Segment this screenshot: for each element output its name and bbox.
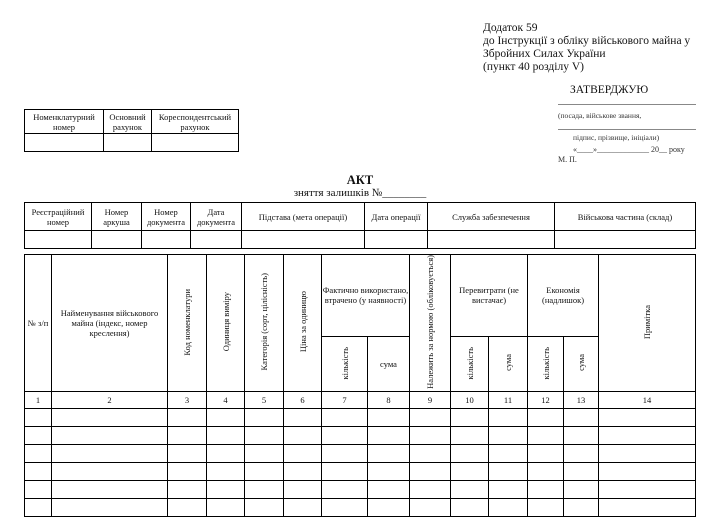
accounts-cell[interactable] (152, 134, 239, 152)
register-cell[interactable] (428, 231, 555, 249)
approve-title: ЗАТВЕРДЖУЮ (570, 84, 649, 96)
table-cell[interactable] (245, 498, 284, 516)
table-cell[interactable] (168, 462, 207, 480)
column-number: 13 (564, 391, 599, 408)
act-title: АКТ (346, 173, 374, 187)
table-cell[interactable] (207, 444, 245, 462)
table-cell[interactable] (368, 408, 410, 426)
table-cell[interactable] (564, 426, 599, 444)
sum-label: сума (576, 354, 587, 372)
table-row (25, 408, 696, 426)
appendix-line: до Інструкції з обліку військового майна у (483, 35, 691, 47)
register-table (24, 202, 696, 249)
qty-header (528, 336, 564, 391)
group-econ-header: Економія (надлишок) (528, 255, 599, 337)
table-cell[interactable] (451, 426, 489, 444)
table-cell[interactable] (599, 426, 696, 444)
table-cell[interactable] (322, 498, 368, 516)
table-cell[interactable] (245, 480, 284, 498)
table-cell[interactable] (489, 480, 528, 498)
table-cell[interactable] (368, 462, 410, 480)
qty-label: кількість (464, 346, 475, 380)
table-cell[interactable] (528, 426, 564, 444)
act-subtitle: зняття залишків №________ (293, 187, 427, 199)
col-note-header (599, 255, 696, 392)
column-number: 1 (25, 391, 52, 408)
table-cell[interactable] (451, 498, 489, 516)
table-cell[interactable] (528, 408, 564, 426)
table-cell[interactable] (599, 444, 696, 462)
column-number: 3 (168, 391, 207, 408)
col-norm-header (410, 255, 451, 392)
register-cell[interactable] (142, 231, 191, 249)
table-cell[interactable] (25, 426, 52, 444)
table-cell[interactable] (489, 462, 528, 480)
signature-line (558, 129, 696, 130)
table-cell[interactable] (25, 480, 52, 498)
table-cell[interactable] (207, 408, 245, 426)
table-cell[interactable] (284, 408, 322, 426)
column-number: 10 (451, 391, 489, 408)
table-cell[interactable] (245, 462, 284, 480)
table-cell[interactable] (599, 462, 696, 480)
table-cell[interactable] (410, 462, 451, 480)
accounts-cell[interactable] (25, 134, 104, 152)
table-cell[interactable] (410, 408, 451, 426)
main-table (24, 254, 696, 517)
table-cell[interactable] (564, 480, 599, 498)
table-cell[interactable] (489, 498, 528, 516)
date-line: «____»_____________ 20__ року (573, 145, 685, 154)
table-cell[interactable] (322, 462, 368, 480)
table-cell[interactable] (207, 480, 245, 498)
col-code-label: Код номенклатури (182, 288, 192, 356)
table-cell[interactable] (322, 444, 368, 462)
table-cell[interactable] (245, 444, 284, 462)
register-header: Реєстраційний номер (25, 203, 92, 231)
table-cell[interactable] (528, 480, 564, 498)
register-cell[interactable] (555, 231, 696, 249)
accounts-cell[interactable] (104, 134, 152, 152)
table-row (25, 444, 696, 462)
column-number-row (25, 391, 696, 408)
register-header: Дата операції (365, 203, 428, 231)
position-hint: (посада, військове звання, (558, 111, 642, 120)
column-number: 4 (207, 391, 245, 408)
col-price-header (284, 255, 322, 392)
qty-header (451, 336, 489, 391)
table-cell[interactable] (52, 444, 168, 462)
accounts-header: Номенклатурний номер (25, 110, 104, 134)
table-row (25, 480, 696, 498)
table-cell[interactable] (245, 408, 284, 426)
col-note-label: Примітка (642, 304, 653, 340)
qty-label: кількість (540, 346, 551, 380)
register-cell[interactable] (25, 231, 92, 249)
col-price-label: Ціна за одиницю (297, 291, 308, 353)
qty-header (322, 336, 368, 391)
table-cell[interactable] (368, 498, 410, 516)
table-cell[interactable] (451, 444, 489, 462)
register-cell[interactable] (242, 231, 365, 249)
sum-header: сума (368, 336, 410, 391)
column-number: 5 (245, 391, 284, 408)
column-number: 2 (52, 391, 168, 408)
appendix-line: Збройних Силах України (483, 48, 606, 60)
table-cell[interactable] (245, 426, 284, 444)
table-cell[interactable] (168, 408, 207, 426)
col-category-header (245, 255, 284, 392)
signature-hint: підпис, прізвище, ініціали) (573, 133, 660, 142)
column-number: 11 (489, 391, 528, 408)
table-cell[interactable] (284, 498, 322, 516)
col-norm-label: Належить за нормою (обліковується) (425, 255, 436, 389)
table-cell[interactable] (410, 426, 451, 444)
table-cell[interactable] (322, 480, 368, 498)
table-cell[interactable] (25, 498, 52, 516)
table-cell[interactable] (284, 462, 322, 480)
table-cell[interactable] (410, 498, 451, 516)
table-cell[interactable] (207, 426, 245, 444)
table-cell[interactable] (564, 462, 599, 480)
column-number: 8 (368, 391, 410, 408)
table-cell[interactable] (451, 408, 489, 426)
table-cell[interactable] (168, 426, 207, 444)
register-cell[interactable] (92, 231, 142, 249)
sum-label: сума (503, 354, 514, 372)
table-cell[interactable] (207, 462, 245, 480)
table-cell[interactable] (322, 426, 368, 444)
table-cell[interactable] (489, 408, 528, 426)
table-cell[interactable] (528, 462, 564, 480)
register-header: Дата документа (191, 203, 242, 231)
table-cell[interactable] (52, 480, 168, 498)
register-header: Номер аркуша (92, 203, 142, 231)
group-actual-header: Фактично використано, втрачено (у наявності) (322, 255, 410, 337)
column-number: 12 (528, 391, 564, 408)
column-number: 6 (284, 391, 322, 408)
table-cell[interactable] (489, 426, 528, 444)
table-cell[interactable] (451, 480, 489, 498)
table-cell[interactable] (599, 498, 696, 516)
table-cell[interactable] (25, 444, 52, 462)
col-unit-label: Одиниця виміру (220, 292, 231, 352)
table-cell[interactable] (564, 444, 599, 462)
table-cell[interactable] (52, 498, 168, 516)
table-cell[interactable] (368, 480, 410, 498)
table-cell[interactable] (168, 480, 207, 498)
table-cell[interactable] (368, 444, 410, 462)
register-header: Номер документа (142, 203, 191, 231)
table-cell[interactable] (52, 408, 168, 426)
register-header: Служба забезпечення (428, 203, 555, 231)
position-line (558, 104, 696, 105)
table-cell[interactable] (564, 498, 599, 516)
qty-label: кількість (339, 346, 350, 380)
appendix-line: (пункт 40 розділу V) (483, 61, 584, 73)
sum-header (564, 336, 599, 391)
table-cell[interactable] (599, 408, 696, 426)
appendix-line: Додаток 59 (483, 22, 538, 34)
column-number: 14 (599, 391, 696, 408)
accounts-table (24, 109, 239, 152)
table-cell[interactable] (528, 498, 564, 516)
group-over-header: Перевитрати (не вистачає) (451, 255, 528, 337)
register-header: Військова частина (склад) (555, 203, 696, 231)
column-number: 7 (322, 391, 368, 408)
table-cell[interactable] (368, 426, 410, 444)
register-cell[interactable] (365, 231, 428, 249)
table-cell[interactable] (25, 462, 52, 480)
table-cell[interactable] (52, 462, 168, 480)
table-body (25, 408, 696, 516)
table-cell[interactable] (564, 408, 599, 426)
table-cell[interactable] (528, 444, 564, 462)
col-name-header: Найменування військового майна (індекс, номер креслення) (52, 255, 168, 392)
table-cell[interactable] (207, 498, 245, 516)
table-cell[interactable] (322, 408, 368, 426)
register-header: Підстава (мета операції) (242, 203, 365, 231)
col-category-label: Категорія (сорт, цілісність) (259, 273, 269, 371)
table-cell[interactable] (168, 444, 207, 462)
table-cell[interactable] (52, 426, 168, 444)
sum-header (489, 336, 528, 391)
col-unit-header (207, 255, 245, 392)
col-number-header: № з/п (25, 255, 52, 392)
table-cell[interactable] (489, 444, 528, 462)
table-cell[interactable] (599, 480, 696, 498)
table-row (25, 426, 696, 444)
table-cell[interactable] (284, 480, 322, 498)
column-number: 9 (410, 391, 451, 408)
table-cell[interactable] (451, 462, 489, 480)
table-cell[interactable] (410, 444, 451, 462)
register-cell[interactable] (191, 231, 242, 249)
stamp-label: М. П. (558, 155, 577, 164)
table-cell[interactable] (410, 480, 451, 498)
table-row (25, 462, 696, 480)
accounts-header: Кореспондентський рахунок (152, 110, 239, 134)
appendix-block (483, 22, 690, 74)
col-code-header (168, 255, 207, 392)
table-cell[interactable] (284, 426, 322, 444)
table-cell[interactable] (168, 498, 207, 516)
accounts-header: Основний рахунок (104, 110, 152, 134)
table-cell[interactable] (284, 444, 322, 462)
table-row (25, 498, 696, 516)
table-cell[interactable] (25, 408, 52, 426)
